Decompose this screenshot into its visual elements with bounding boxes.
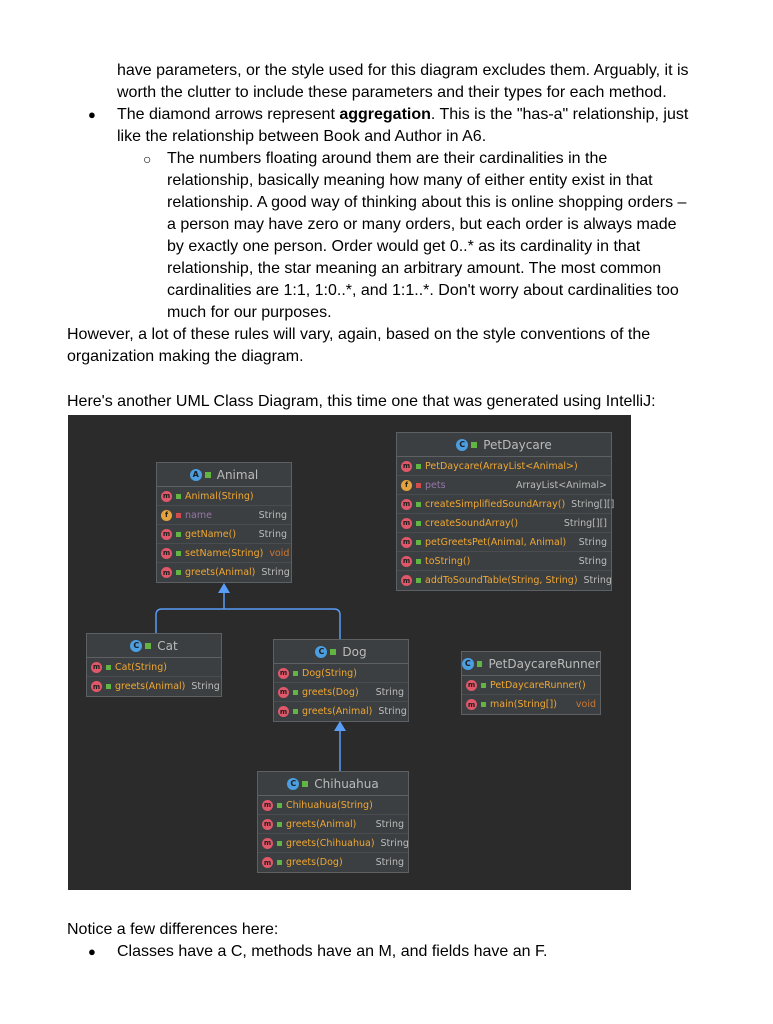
sub-bullet-line: relationship, basically meaning how many of either entity exist in that: [167, 172, 653, 189]
member-name: PetDaycare(ArrayList<Animal>): [425, 460, 578, 472]
method-icon: m: [263, 820, 272, 828]
member-name: toString(): [425, 555, 471, 567]
method-icon: m: [279, 707, 288, 716]
paragraph-line: worth the clutter to include these parameters and their types for each method.: [117, 84, 667, 101]
bullet-text-post: . This is the "has-a" relationship, just: [430, 106, 689, 123]
class-icon: C: [130, 640, 142, 652]
member-name: createSoundArray(): [425, 517, 519, 529]
member-name: greets(Dog): [302, 686, 359, 698]
method-icon: m: [162, 530, 171, 538]
sub-bullet-line: by exactly one person. Order would get 0..* as its cardinality in that: [167, 238, 641, 255]
member-name: getName(): [185, 528, 237, 540]
method-icon: m: [402, 538, 411, 546]
sub-bullet-line: much for our purposes.: [167, 304, 332, 321]
arrowhead-animal: [218, 583, 230, 593]
method-icon: m: [279, 688, 288, 696]
member-type: String: [583, 575, 612, 586]
member-type: String[][]: [571, 498, 615, 510]
member-type: String: [380, 837, 409, 849]
member-name: createSimplifiedSoundArray(): [425, 498, 566, 510]
sub-bullet-line: a person may have zero or many orders, but each order is always made: [167, 216, 677, 233]
member-name: name: [185, 509, 212, 521]
member-name: greets(Animal): [302, 706, 373, 717]
bold-term-aggregation: aggregation: [339, 106, 431, 123]
class-title: Dog: [342, 644, 367, 659]
field-icon: f: [401, 480, 412, 491]
abstract-class-icon: A: [190, 469, 202, 481]
paragraph-line: However, a lot of these rules will vary, again, based on the style conventions of the: [67, 326, 651, 343]
member-type: String: [191, 681, 220, 692]
member-name: petGreetsPet(Animal, Animal): [425, 536, 567, 548]
method-icon: m: [263, 801, 272, 809]
method-icon: m: [162, 568, 171, 577]
inheritance-line-cat-dog: [156, 609, 340, 639]
method-icon: m: [467, 700, 476, 709]
class-icon: C: [462, 658, 474, 670]
field-icon: f: [161, 510, 172, 521]
bullet-aggregation: [117, 104, 688, 126]
class-icon: C: [456, 439, 468, 451]
member-name: greets(Animal): [185, 567, 256, 578]
bullet-circle: ○: [143, 151, 152, 167]
method-icon: m: [162, 549, 171, 557]
inheritance-arrows: [68, 415, 631, 890]
class-title: PetDaycare: [483, 437, 552, 452]
member-type: String: [258, 528, 287, 540]
method-icon: m: [162, 492, 171, 500]
method-icon: m: [467, 681, 476, 689]
sub-bullet-line: The numbers floating around them are their cardinalities in the: [167, 150, 608, 167]
member-name: addToSoundTable(String, String): [425, 575, 578, 586]
member-name: greets(Animal): [115, 681, 186, 692]
class-title: Animal: [216, 467, 259, 482]
bullet-disc: ●: [88, 944, 96, 959]
method-icon: m: [402, 462, 411, 470]
member-name: pets: [425, 479, 446, 491]
member-name: greets(Dog): [286, 857, 343, 868]
sub-bullet-line: cardinalities are 1:1, 1:0..*, and 1:1..*. Don't worry about cardinalities too: [167, 282, 679, 299]
member-type: void: [269, 547, 290, 559]
uml-class-diagram-image: [68, 415, 631, 890]
paragraph-line: like the relationship between Book and Author in A6.: [117, 128, 487, 145]
member-name: Dog(String): [302, 667, 357, 679]
member-name: greets(Animal): [286, 818, 357, 830]
method-icon: m: [402, 519, 411, 527]
bullet-text-pre: The diamond arrows represent: [117, 106, 340, 123]
member-type: String: [378, 706, 407, 717]
class-title: Chihuahua: [314, 776, 379, 791]
paragraph-line: have parameters, or the style used for this diagram excludes them. Arguably, it is: [117, 62, 689, 79]
member-name: main(String[]): [490, 699, 557, 710]
bullet-disc: ●: [88, 107, 96, 122]
bullet-text: Classes have a C, methods have an M, and fields have an F.: [117, 943, 548, 960]
member-type: String: [578, 536, 607, 548]
member-type: String: [261, 567, 290, 578]
member-type: String: [375, 818, 404, 830]
paragraph-line: Here's another UML Class Diagram, this time one that was generated using IntelliJ:: [67, 393, 656, 410]
member-name: PetDaycareRunner(): [490, 679, 586, 691]
member-type: String: [578, 555, 607, 567]
class-title: Cat: [157, 638, 178, 653]
member-type: String[][]: [563, 517, 607, 529]
method-icon: m: [402, 576, 411, 585]
sub-bullet-line: relationship. A good way of thinking about this is online shopping orders –: [167, 194, 687, 211]
method-icon: m: [279, 669, 288, 677]
member-type: String: [375, 857, 404, 868]
member-type: String: [375, 686, 404, 698]
arrowhead-dog: [334, 721, 346, 731]
member-name: setName(String): [185, 547, 264, 559]
method-icon: m: [402, 500, 411, 508]
paragraph-line: organization making the diagram.: [67, 348, 304, 365]
method-icon: m: [263, 858, 272, 867]
member-name: Chihuahua(String): [286, 799, 373, 811]
method-icon: m: [263, 839, 272, 847]
class-icon: C: [315, 646, 327, 658]
method-icon: m: [92, 682, 101, 691]
paragraph-line: Notice a few differences here:: [67, 921, 279, 938]
class-title: PetDaycareRunner: [488, 656, 600, 671]
sub-bullet-line: relationship, the star meaning an arbitrary amount. The most common: [167, 260, 662, 277]
member-name: Cat(String): [115, 661, 167, 673]
member-type: String: [258, 509, 287, 521]
method-icon: m: [402, 557, 411, 565]
member-type: void: [575, 699, 596, 710]
member-type: ArrayList<Animal>: [516, 479, 607, 491]
member-name: greets(Chihuahua): [286, 837, 375, 849]
member-name: Animal(String): [185, 490, 254, 502]
method-icon: m: [92, 663, 101, 671]
class-icon: C: [287, 778, 299, 790]
